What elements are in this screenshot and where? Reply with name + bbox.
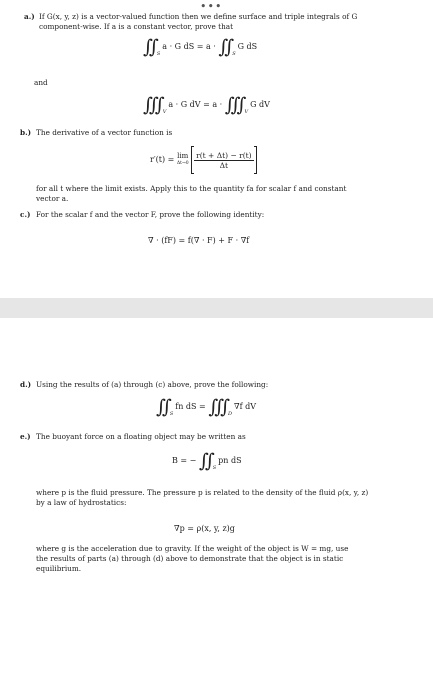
part-a-label: a.) xyxy=(24,12,35,21)
page-separator xyxy=(0,298,433,318)
integral-subscript: S xyxy=(232,51,236,57)
double-integral-symbol: ∫∫ xyxy=(198,450,211,472)
triple-integral-symbol: ∫∫∫ xyxy=(208,396,227,418)
part-e-line-6: equilibrium. xyxy=(36,564,82,573)
right-bracket xyxy=(254,146,257,174)
page-marker: ••• xyxy=(200,0,223,13)
part-c-label: c.) xyxy=(20,210,31,219)
equation-hydrostatics: ∇p = ρ(x, y, z)g xyxy=(174,524,235,533)
part-e-line-4: where g is the acceleration due to gravity. If the weight of the object is W = mg, use xyxy=(36,544,349,553)
eq2-left-expression: a · G dV = a · xyxy=(168,100,223,109)
eq1-right-expression: G dS xyxy=(237,42,258,51)
part-b-label: b.) xyxy=(20,128,32,137)
fraction-numerator: r(t + Δt) − r(t) xyxy=(196,150,252,160)
equation-product-rule: ∇ · (fF) = f(∇ · F) + F · ∇f xyxy=(148,236,250,245)
part-e-line-5: the results of parts (a) through (d) above to demonstrate that the object is in static xyxy=(36,554,344,563)
equation-derivative xyxy=(150,146,257,174)
part-b-line-3: vector a. xyxy=(36,194,69,203)
buoyant-rhs: pn dS xyxy=(218,456,242,465)
integral-subscript: V xyxy=(244,109,249,115)
limit xyxy=(177,152,189,168)
page-top xyxy=(0,0,433,298)
part-e-line-1: The buoyant force on a floating object may be written as xyxy=(36,432,246,441)
double-integral-symbol: ∫∫ xyxy=(218,36,231,58)
part-d-line-1: Using the results of (a) through (c) above, prove the following: xyxy=(36,380,269,389)
buoyant-lhs: B = − xyxy=(172,456,197,465)
part-c-line-1: For the scalar f and the vector F, prove the following identity: xyxy=(36,210,265,219)
equation-volume-integral xyxy=(143,94,270,116)
part-b-line-2: for all t where the limit exists. Apply this to the quantity fa for scalar f and constant xyxy=(36,184,347,193)
triple-integral-symbol: ∫∫∫ xyxy=(143,94,161,116)
page-bottom xyxy=(0,318,433,700)
integral-subscript: S xyxy=(156,51,161,57)
equation-gradient-theorem xyxy=(156,396,256,418)
fraction-denominator: Δt xyxy=(219,160,229,170)
and-text: and xyxy=(34,78,48,87)
equation-surface-integral xyxy=(143,36,257,58)
integral-subscript: V xyxy=(162,109,167,115)
limit-subscript: Δt→0 xyxy=(176,161,189,166)
integral-subscript: S xyxy=(169,411,174,417)
difference-quotient xyxy=(194,151,253,170)
derivative-lhs: r′(t) = xyxy=(150,155,175,164)
eq-left-expression: fn dS = xyxy=(175,402,206,411)
integral-subscript: D xyxy=(228,411,233,417)
limit-word: lim xyxy=(177,152,189,160)
part-d-label: d.) xyxy=(20,380,32,389)
eq-right-expression: ∇f dV xyxy=(234,402,257,411)
eq2-right-expression: G dV xyxy=(250,100,270,109)
eq1-left-expression: a · G dS = a · xyxy=(162,42,216,51)
double-integral-symbol: ∫∫ xyxy=(143,36,155,58)
part-a-line-1: If G(x, y, z) is a vector-valued function then we define surface and triple integrals of G xyxy=(39,12,358,21)
part-b-line-1: The derivative of a vector function is xyxy=(36,128,173,137)
equation-buoyant-force xyxy=(172,450,242,472)
part-a-line-2: component-wise. If a is a constant vector, prove that xyxy=(39,22,234,31)
part-e-line-2: where p is the fluid pressure. The pressure p is related to the density of the fluid ρ(x, y, z) xyxy=(36,488,369,497)
double-integral-symbol: ∫∫ xyxy=(156,396,168,418)
triple-integral-symbol: ∫∫∫ xyxy=(224,94,243,116)
part-e-line-3: by a law of hydrostatics: xyxy=(36,498,127,507)
integral-subscript: S xyxy=(212,465,217,471)
part-e-label: e.) xyxy=(20,432,31,441)
